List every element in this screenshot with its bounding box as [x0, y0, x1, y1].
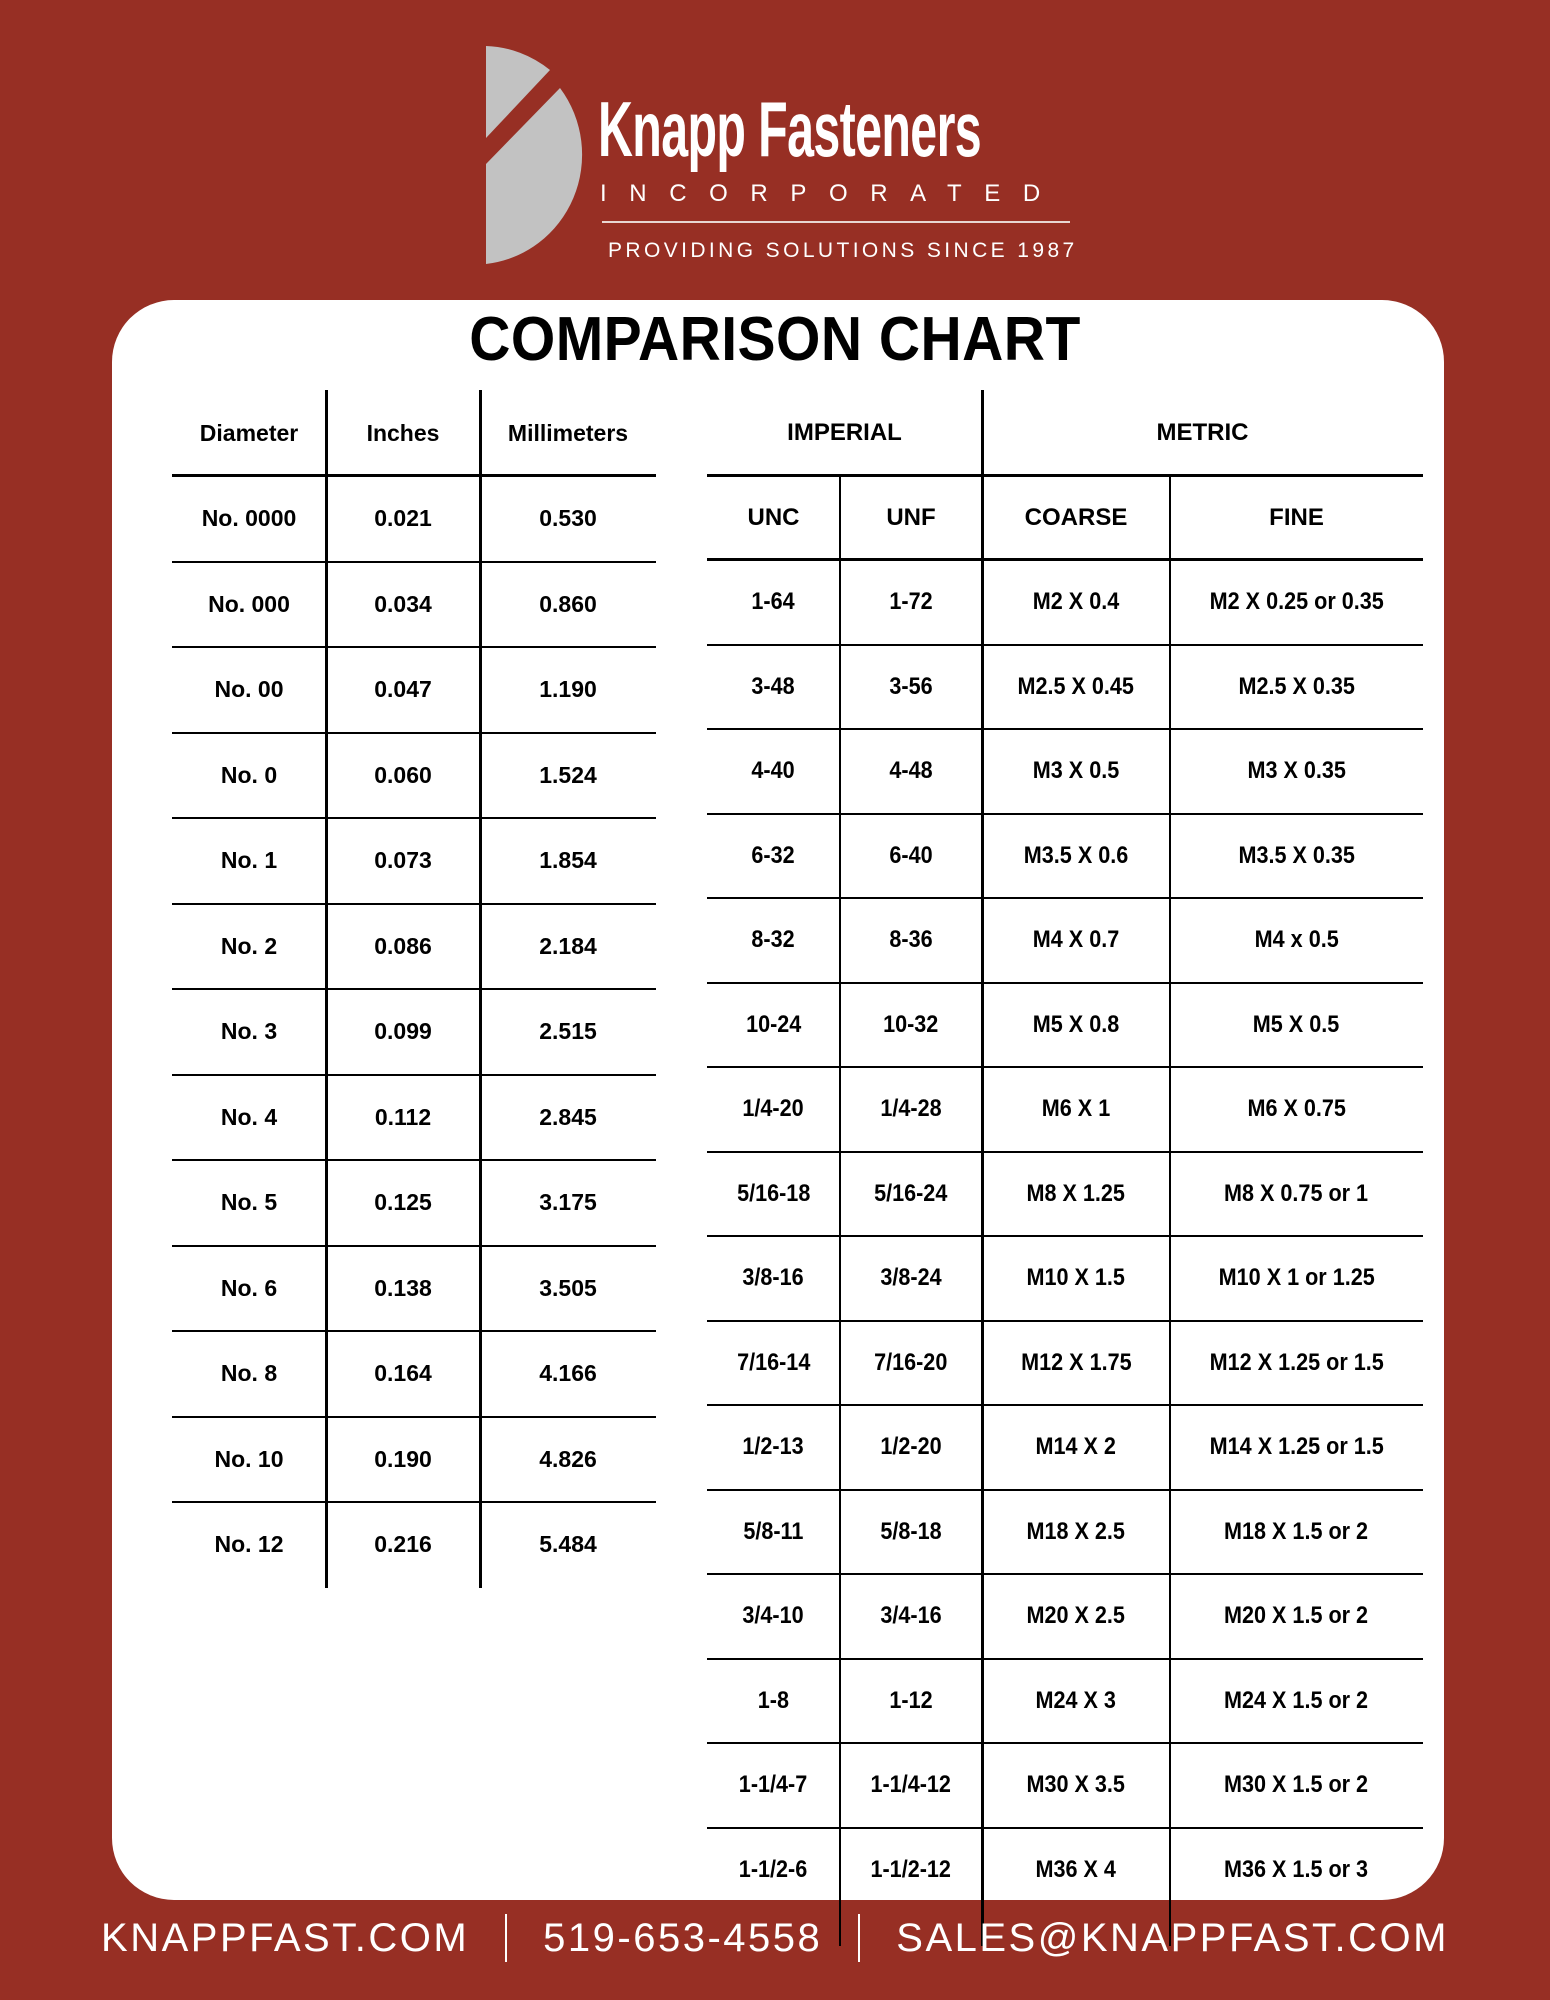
unc-cell-text: 1/4-20 [742, 1095, 805, 1123]
coarse-cell-text: M8 X 1.25 [1026, 1179, 1126, 1207]
row-divider [172, 474, 656, 477]
table-row [707, 983, 1423, 1068]
coarse-cell [982, 645, 1170, 730]
row-divider [707, 1827, 1423, 1829]
diameter-cell: No. 8 [220, 1360, 278, 1387]
column-divider [325, 390, 328, 1588]
fine-cell [1170, 645, 1423, 730]
fine-cell-text: M8 X 0.75 or 1 [1224, 1179, 1369, 1207]
unc-cell-text: 1/2-13 [742, 1433, 805, 1461]
fine-cell-text: M36 X 1.5 or 3 [1224, 1855, 1369, 1883]
coarse-cell [982, 814, 1170, 899]
fine-cell-text: M30 X 1.5 or 2 [1224, 1771, 1369, 1799]
coarse-cell [982, 1067, 1170, 1152]
coarse-cell-text: M5 X 0.8 [1032, 1010, 1120, 1038]
table-row [707, 1828, 1423, 1913]
coarse-cell [982, 729, 1170, 814]
coarse-cell [982, 1152, 1170, 1237]
coarse-cell [982, 983, 1170, 1068]
inches-cell: 0.190 [374, 1445, 432, 1472]
coarse-cell [982, 1321, 1170, 1406]
column-divider [479, 390, 482, 1588]
coarse-cell [982, 1828, 1170, 1913]
unc-cell [707, 1405, 840, 1490]
unc-cell [707, 1490, 840, 1575]
table-row [172, 1417, 656, 1503]
contact-footer [0, 1908, 1550, 1968]
fine-cell-text: M14 X 1.25 or 1.5 [1209, 1433, 1384, 1461]
unf-cell [840, 983, 982, 1068]
row-divider [707, 728, 1423, 730]
row-divider [707, 982, 1423, 984]
row-divider [707, 1066, 1423, 1068]
table-row [707, 1236, 1423, 1321]
coarse-cell-text: M18 X 2.5 [1026, 1517, 1126, 1545]
fine-cell [1170, 1743, 1423, 1828]
fine-cell [1170, 1490, 1423, 1575]
unf-cell-text: 3-56 [889, 672, 933, 700]
unc-cell [707, 1067, 840, 1152]
unc-cell-text: 3-48 [751, 672, 796, 700]
coarse-cell [982, 898, 1170, 983]
unf-cell-text: 1-12 [889, 1686, 933, 1714]
coarse-cell-text: M30 X 3.5 [1026, 1771, 1126, 1799]
brand-suffix: INCORPORATED [600, 180, 1063, 207]
row-divider [172, 732, 656, 734]
unc-cell [707, 1152, 840, 1237]
inches-cell: 0.099 [374, 1018, 432, 1045]
column-header-coarse: COARSE [1024, 504, 1128, 531]
row-divider [172, 1245, 656, 1247]
table-header-row [707, 476, 1423, 560]
row-divider [172, 1330, 656, 1332]
table-row [707, 645, 1423, 730]
row-divider [172, 561, 656, 563]
inches-cell: 0.034 [374, 590, 432, 617]
column-divider [981, 390, 984, 1946]
diameter-cell: No. 2 [220, 932, 278, 959]
unc-cell [707, 1828, 840, 1913]
unf-cell-text: 5/8-18 [880, 1517, 942, 1545]
table-row [172, 1246, 656, 1332]
footer-divider [505, 1914, 507, 1962]
fine-cell-text: M5 X 0.5 [1253, 1010, 1340, 1038]
coarse-cell-text: M36 X 4 [1035, 1855, 1117, 1883]
fine-cell [1170, 1321, 1423, 1406]
coarse-cell-text: M6 X 1 [1041, 1095, 1111, 1123]
table-row [707, 1152, 1423, 1237]
unc-cell [707, 729, 840, 814]
fine-cell-text: M3.5 X 0.35 [1238, 841, 1355, 869]
fine-cell-text: M2 X 0.25 or 0.35 [1209, 588, 1384, 616]
column-header-diameter: Diameter [199, 419, 299, 446]
unf-cell-text: 1/2-20 [880, 1433, 942, 1461]
footer-divider [858, 1914, 860, 1962]
unf-cell [840, 560, 982, 645]
unf-cell-text: 1-1/2-12 [870, 1855, 952, 1883]
split-semicircle-logo-icon [484, 44, 596, 266]
column-header-unc: UNC [747, 504, 800, 531]
table-row [707, 1574, 1423, 1659]
fine-cell [1170, 898, 1423, 983]
column-header-unf: UNF [886, 504, 936, 531]
unf-cell-text: 1/4-28 [880, 1095, 942, 1123]
fine-cell [1170, 1152, 1423, 1237]
millimeters-cell: 4.166 [539, 1360, 597, 1387]
table-row [172, 1331, 656, 1417]
diameter-cell: No. 4 [220, 1103, 278, 1130]
unc-cell-text: 1-1/2-6 [739, 1855, 808, 1883]
diameter-cell: No. 6 [220, 1274, 278, 1301]
inches-cell: 0.047 [374, 676, 432, 703]
fine-cell [1170, 1574, 1423, 1659]
coarse-cell [982, 1574, 1170, 1659]
fine-cell [1170, 1236, 1423, 1321]
column-header-inches: Inches [366, 419, 440, 446]
brand-tagline: PROVIDING SOLUTIONS SINCE 1987 [608, 239, 1078, 262]
row-divider [707, 474, 1423, 477]
table-row [707, 1405, 1423, 1490]
millimeters-cell: 1.524 [539, 761, 597, 788]
table-row [172, 989, 656, 1075]
table-row [707, 1490, 1423, 1575]
table-row [707, 729, 1423, 814]
inches-cell: 0.021 [374, 505, 432, 532]
table-row [707, 1743, 1423, 1828]
row-divider [172, 1501, 656, 1503]
inches-cell: 0.073 [374, 847, 432, 874]
coarse-cell-text: M2.5 X 0.45 [1017, 672, 1135, 700]
fine-cell [1170, 1659, 1423, 1744]
unf-cell-text: 10-32 [883, 1010, 939, 1038]
unf-cell [840, 1321, 982, 1406]
fine-cell-text: M10 X 1 or 1.25 [1218, 1264, 1375, 1292]
unc-cell-text: 4-40 [751, 757, 796, 785]
fine-cell [1170, 729, 1423, 814]
unf-cell [840, 1743, 982, 1828]
column-divider [1169, 476, 1171, 1946]
fine-cell [1170, 983, 1423, 1068]
unc-cell-text: 8-32 [751, 926, 796, 954]
row-divider [707, 897, 1423, 899]
inches-cell: 0.060 [374, 761, 432, 788]
table-header-row [172, 390, 656, 476]
fine-cell-text: M24 X 1.5 or 2 [1224, 1686, 1369, 1714]
unc-cell [707, 983, 840, 1068]
unc-cell [707, 1743, 840, 1828]
fine-cell [1170, 814, 1423, 899]
fine-cell-text: M20 X 1.5 or 2 [1224, 1602, 1369, 1630]
unf-cell-text: 5/16-24 [874, 1179, 948, 1207]
unc-cell [707, 560, 840, 645]
brand-name: Knapp Fasteners [598, 85, 982, 173]
coarse-cell-text: M12 X 1.75 [1020, 1348, 1132, 1376]
row-divider [172, 1159, 656, 1161]
table-row [707, 1067, 1423, 1152]
table-row [707, 1659, 1423, 1744]
unf-cell [840, 1828, 982, 1913]
coarse-cell-text: M2 X 0.4 [1032, 588, 1120, 616]
coarse-cell-text: M24 X 3 [1035, 1686, 1117, 1714]
brand-divider [602, 221, 1070, 223]
fine-cell-text: M4 x 0.5 [1254, 926, 1339, 954]
diameter-cell: No. 000 [208, 590, 290, 617]
unc-cell-text: 3/4-10 [742, 1602, 805, 1630]
fine-cell-text: M12 X 1.25 or 1.5 [1209, 1348, 1384, 1376]
unc-cell-text: 1-64 [751, 588, 796, 616]
millimeters-cell: 1.854 [539, 847, 597, 874]
row-divider [172, 988, 656, 990]
unc-cell-text: 7/16-14 [736, 1348, 811, 1376]
phone-link[interactable]: 519-653-4558 [543, 1915, 823, 1960]
unf-cell [840, 1574, 982, 1659]
millimeters-cell: 0.860 [539, 590, 597, 617]
diameter-cell: No. 5 [220, 1189, 278, 1216]
diameter-cell: No. 0 [220, 761, 278, 788]
column-divider [839, 476, 841, 1946]
page-title: COMPARISON CHART [469, 305, 1081, 374]
row-divider [707, 1320, 1423, 1322]
table-row [172, 1502, 656, 1588]
fine-cell-text: M2.5 X 0.35 [1238, 672, 1355, 700]
email-link[interactable]: SALES@KNAPPFAST.COM [896, 1915, 1449, 1960]
fine-cell-text: M6 X 0.75 [1247, 1095, 1346, 1123]
coarse-cell-text: M4 X 0.7 [1032, 926, 1120, 954]
inches-cell: 0.164 [374, 1360, 432, 1387]
coarse-cell [982, 1490, 1170, 1575]
diameter-cell: No. 12 [214, 1531, 284, 1558]
table-row [172, 818, 656, 904]
group-header-imperial: IMPERIAL [787, 419, 902, 446]
table-row [172, 476, 656, 562]
column-header-fine: FINE [1269, 504, 1324, 531]
unf-cell [840, 1490, 982, 1575]
coarse-cell-text: M3 X 0.5 [1032, 757, 1120, 785]
inches-cell: 0.086 [374, 932, 432, 959]
table-row [707, 1321, 1423, 1406]
row-divider [172, 1074, 656, 1076]
row-divider [707, 644, 1423, 646]
row-divider [172, 903, 656, 905]
unf-cell-text: 1-1/4-12 [870, 1771, 952, 1799]
coarse-cell [982, 1405, 1170, 1490]
unf-cell-text: 4-48 [889, 757, 933, 785]
unc-cell-text: 5/8-11 [743, 1517, 804, 1545]
unc-cell-text: 3/8-16 [742, 1264, 805, 1292]
unc-cell [707, 898, 840, 983]
unc-cell [707, 814, 840, 899]
unf-cell-text: 3/8-24 [880, 1264, 942, 1292]
unf-cell [840, 1236, 982, 1321]
unc-cell [707, 1574, 840, 1659]
row-divider [707, 1658, 1423, 1660]
fine-cell-text: M3 X 0.35 [1247, 757, 1346, 785]
diameter-cell: No. 3 [220, 1018, 278, 1045]
unc-cell [707, 1236, 840, 1321]
millimeters-cell: 2.845 [539, 1103, 597, 1130]
unc-cell [707, 1321, 840, 1406]
unf-cell-text: 1-72 [889, 588, 933, 616]
unc-cell-text: 1-1/4-7 [739, 1771, 808, 1799]
group-header-row [707, 390, 1423, 476]
row-divider [707, 1573, 1423, 1575]
inches-cell: 0.125 [374, 1189, 432, 1216]
inches-cell: 0.112 [374, 1103, 432, 1130]
unf-cell [840, 1659, 982, 1744]
row-divider [172, 1416, 656, 1418]
fine-cell [1170, 560, 1423, 645]
unf-cell [840, 1405, 982, 1490]
row-divider [707, 1151, 1423, 1153]
unf-cell-text: 8-36 [889, 926, 933, 954]
row-divider [707, 1235, 1423, 1237]
fine-cell-text: M18 X 1.5 or 2 [1224, 1517, 1369, 1545]
table-row [172, 733, 656, 819]
unf-cell [840, 645, 982, 730]
unf-cell [840, 814, 982, 899]
millimeters-cell: 2.515 [539, 1018, 597, 1045]
row-divider [172, 817, 656, 819]
website-link[interactable]: KNAPPFAST.COM [101, 1915, 470, 1960]
row-divider [707, 1404, 1423, 1406]
fine-cell [1170, 1067, 1423, 1152]
unf-cell-text: 7/16-20 [874, 1348, 948, 1376]
unc-cell [707, 645, 840, 730]
unc-cell-text: 5/16-18 [736, 1179, 811, 1207]
unf-cell [840, 898, 982, 983]
table-row [172, 1160, 656, 1246]
coarse-cell [982, 1659, 1170, 1744]
millimeters-cell: 2.184 [539, 932, 597, 959]
table-row [707, 898, 1423, 983]
diameter-cell: No. 00 [214, 676, 284, 703]
table-row [172, 904, 656, 990]
coarse-cell [982, 1236, 1170, 1321]
inches-cell: 0.216 [374, 1531, 432, 1558]
diameter-cell: No. 10 [214, 1445, 284, 1472]
unc-cell-text: 6-32 [751, 841, 796, 869]
fine-cell [1170, 1828, 1423, 1913]
coarse-cell-text: M10 X 1.5 [1026, 1264, 1126, 1292]
millimeters-cell: 5.484 [539, 1531, 597, 1558]
table-row [172, 562, 656, 648]
coarse-cell-text: M14 X 2 [1035, 1433, 1117, 1461]
millimeters-cell: 3.175 [539, 1189, 597, 1216]
millimeters-cell: 3.505 [539, 1274, 597, 1301]
unc-cell-text: 10-24 [745, 1010, 802, 1038]
table-row [172, 1075, 656, 1161]
unc-cell-text: 1-8 [757, 1686, 790, 1714]
table-row [707, 560, 1423, 645]
coarse-cell-text: M3.5 X 0.6 [1023, 841, 1129, 869]
row-divider [707, 558, 1423, 561]
unf-cell [840, 1067, 982, 1152]
row-divider [707, 1489, 1423, 1491]
millimeters-cell: 0.530 [539, 505, 597, 532]
unf-cell-text: 3/4-16 [880, 1602, 942, 1630]
group-header-metric: METRIC [1156, 419, 1249, 446]
unf-cell [840, 1152, 982, 1237]
diameter-cell: No. 1 [220, 847, 278, 874]
inches-cell: 0.138 [374, 1274, 432, 1301]
row-divider [707, 1742, 1423, 1744]
column-header-millimeters: Millimeters [507, 419, 629, 446]
coarse-cell-text: M20 X 2.5 [1026, 1602, 1126, 1630]
unf-cell [840, 729, 982, 814]
table-row [707, 814, 1423, 899]
fine-cell [1170, 1405, 1423, 1490]
unf-cell-text: 6-40 [889, 841, 933, 869]
row-divider [172, 646, 656, 648]
diameter-cell: No. 0000 [201, 505, 297, 532]
millimeters-cell: 4.826 [539, 1445, 597, 1472]
coarse-cell [982, 1743, 1170, 1828]
coarse-cell [982, 560, 1170, 645]
row-divider [707, 813, 1423, 815]
table-row [172, 647, 656, 733]
unc-cell [707, 1659, 840, 1744]
millimeters-cell: 1.190 [539, 676, 597, 703]
